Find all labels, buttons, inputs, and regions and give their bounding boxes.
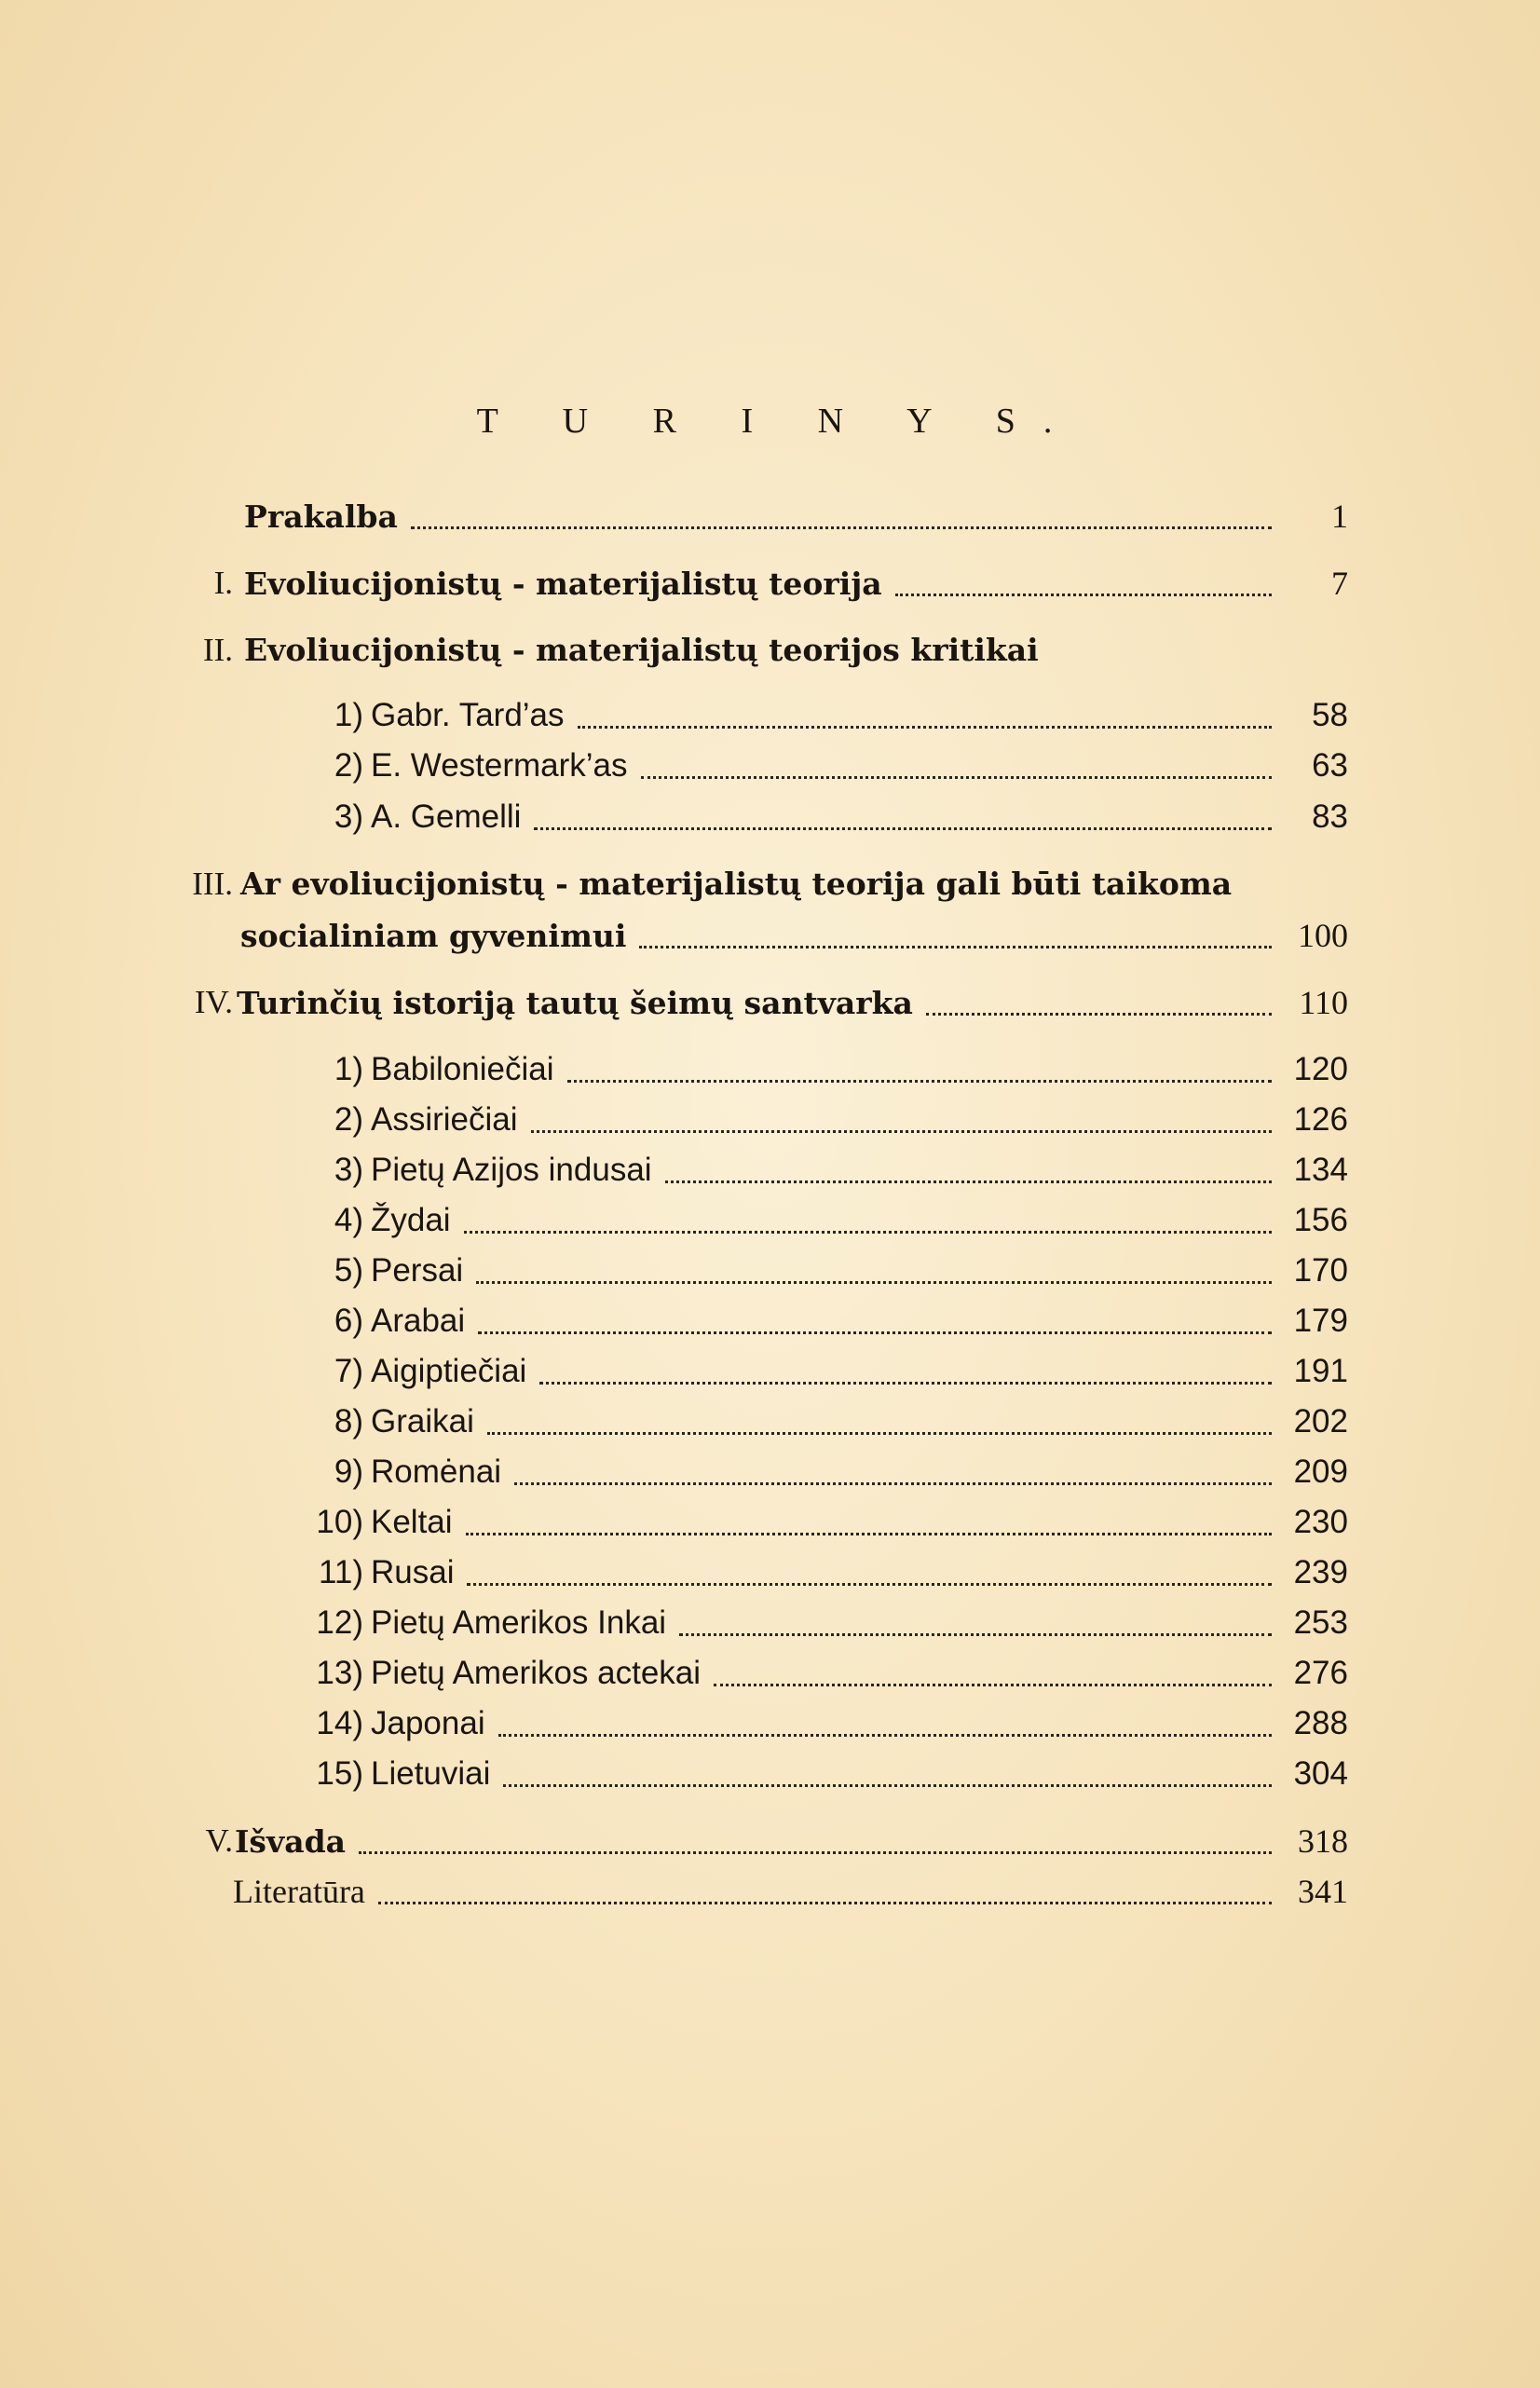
toc-entry-label: Ar evoliucijonistų - materijalistų teorija gali būti taikoma — [240, 866, 1233, 902]
toc-entry-label: Pietų Azijos indusai — [371, 1152, 652, 1188]
leader-dots — [503, 1784, 1272, 1787]
toc-entry-label: Lietuviai — [371, 1755, 491, 1792]
toc-entry-page: 126 — [1293, 1101, 1348, 1138]
toc-entry-number: II. — [202, 632, 233, 668]
toc-entry-label: Literatūra — [233, 1873, 365, 1910]
toc-entry — [371, 1603, 1348, 1644]
toc-entry-page: 202 — [1293, 1403, 1348, 1440]
leader-dots — [714, 1684, 1272, 1686]
toc-entry — [233, 1871, 1348, 1912]
toc-entry-page: 318 — [1298, 1822, 1348, 1860]
toc-entry-label: Turinčių istoriją tautų šeimų santvarka — [237, 985, 913, 1021]
leader-dots — [514, 1482, 1272, 1485]
toc-entry-label: Evoliucijonistų - materijalistų teorija — [244, 566, 882, 602]
toc-entry — [371, 1049, 1348, 1090]
toc-entry-page: 288 — [1293, 1705, 1348, 1741]
toc-entry-number: 5) — [334, 1252, 363, 1289]
toc-entry-page: 179 — [1293, 1303, 1348, 1339]
toc-entry-label: Pietų Amerikos actekai — [371, 1655, 702, 1691]
toc-entry-number: 9) — [334, 1453, 363, 1490]
toc-entry — [371, 1301, 1348, 1342]
toc-entry-label: Žydai — [371, 1202, 451, 1238]
leader-dots — [531, 1130, 1272, 1133]
leader-dots — [359, 1851, 1272, 1854]
toc-entry-number: 1) — [334, 1051, 363, 1087]
toc-entry-label: Gabr. Tard’as — [371, 697, 565, 733]
leader-dots — [639, 946, 1272, 948]
leader-dots — [578, 726, 1272, 729]
toc-entry-number: 6) — [334, 1303, 363, 1339]
toc-entry-page: 304 — [1293, 1755, 1348, 1792]
toc-entry-page: 239 — [1293, 1554, 1348, 1590]
toc-entry — [371, 1552, 1348, 1593]
toc-entry-label: A. Gemelli — [371, 798, 522, 835]
toc-entry-number: 15) — [316, 1755, 363, 1792]
toc-entry — [371, 1502, 1348, 1543]
toc-entry — [240, 864, 1348, 905]
toc-entry — [240, 915, 1348, 957]
toc-entry-page: 134 — [1293, 1152, 1348, 1188]
toc-entry-page: 230 — [1293, 1504, 1348, 1540]
toc-entry-number: 3) — [334, 1152, 363, 1188]
toc-entry-label: Rusai — [371, 1554, 455, 1590]
toc-entry — [371, 745, 1348, 786]
toc-entry-page: 1 — [1331, 498, 1348, 535]
leader-dots — [498, 1734, 1272, 1737]
leader-dots — [466, 1533, 1272, 1535]
toc-entry-label: Arabai — [371, 1303, 466, 1339]
toc-entry — [371, 797, 1348, 838]
toc-entry-page: 276 — [1293, 1655, 1348, 1691]
toc-entry-label: Assiriečiai — [371, 1101, 518, 1138]
leader-dots — [679, 1633, 1272, 1636]
toc-entry-number: 1) — [334, 697, 363, 733]
toc-entry-number: 11) — [319, 1554, 363, 1590]
leader-dots — [378, 1902, 1272, 1904]
toc-entry — [244, 496, 1348, 538]
toc-entry-number: 3) — [334, 798, 363, 835]
toc-entry — [237, 982, 1348, 1024]
toc-entry-label: Romėnai — [371, 1453, 502, 1490]
toc-entry-page: 110 — [1299, 984, 1348, 1021]
toc-entry — [244, 630, 1348, 671]
toc-entry-label: Išvada — [235, 1823, 347, 1860]
toc-entry-number: V. — [205, 1822, 233, 1859]
toc-entry-page: 7 — [1331, 565, 1348, 602]
toc-entry — [371, 1150, 1348, 1191]
leader-dots — [467, 1583, 1272, 1586]
toc-entry-page: 120 — [1293, 1051, 1348, 1087]
leader-dots — [464, 1231, 1272, 1234]
toc-entry-label: socialiniam gyvenimui — [240, 918, 627, 954]
toc-entry — [371, 1753, 1348, 1794]
toc-entry — [371, 1351, 1348, 1392]
toc-entry — [371, 1703, 1348, 1744]
toc-entry-label: Evoliucijonistų - materijalistų teorijos kritikai — [244, 632, 1039, 668]
toc-entry-label: Japonai — [371, 1705, 485, 1741]
toc-entry-number: 7) — [334, 1353, 363, 1389]
toc-entry-label: Graikai — [371, 1403, 474, 1440]
leader-dots — [539, 1382, 1272, 1385]
toc-entry-page: 156 — [1293, 1202, 1348, 1238]
toc-entry — [371, 1200, 1348, 1241]
toc-entry-page: 209 — [1293, 1453, 1348, 1490]
leader-dots — [895, 594, 1272, 596]
leader-dots — [567, 1080, 1272, 1083]
toc-entry-page: 341 — [1298, 1873, 1348, 1910]
toc-entry-page: 170 — [1293, 1252, 1348, 1289]
leader-dots — [487, 1432, 1272, 1435]
leader-dots — [476, 1281, 1272, 1284]
toc-entry-number: 2) — [334, 1101, 363, 1138]
toc-entry-number: 10) — [316, 1504, 363, 1540]
toc-entry-number: 14) — [316, 1705, 363, 1741]
toc-entry-number: IV. — [194, 984, 233, 1020]
toc-entry-page: 191 — [1293, 1353, 1348, 1389]
toc-entry-number: 13) — [316, 1655, 363, 1691]
toc-entry-label: Prakalba — [244, 498, 398, 535]
toc-entry — [244, 563, 1348, 605]
toc-entry-label: Pietų Amerikos Inkai — [371, 1604, 667, 1641]
toc-entry — [235, 1821, 1348, 1863]
leader-dots — [641, 776, 1272, 779]
leader-dots — [665, 1180, 1272, 1183]
toc-entry-label: Babiloniečiai — [371, 1051, 554, 1087]
toc-entry-number: 12) — [316, 1604, 363, 1641]
leader-dots — [926, 1013, 1272, 1016]
leader-dots — [534, 827, 1272, 830]
toc-entry-page: 100 — [1298, 917, 1348, 954]
leader-dots — [478, 1331, 1272, 1334]
toc-entry — [371, 1653, 1348, 1694]
toc-entry-number: 8) — [334, 1403, 363, 1440]
toc-entry-label: Aigiptiečiai — [371, 1353, 527, 1389]
toc-entry-label: Keltai — [371, 1504, 453, 1540]
leader-dots — [411, 526, 1272, 529]
toc-entry-label: E. Westermark’as — [371, 747, 628, 784]
toc-entry-number: 4) — [334, 1202, 363, 1238]
toc-entry — [371, 1401, 1348, 1442]
toc-entry-number: 2) — [334, 747, 363, 784]
toc-entry — [371, 1452, 1348, 1493]
toc-entry-number: I. — [213, 565, 233, 601]
toc-entry-page: 83 — [1312, 798, 1348, 835]
toc-entry — [371, 1250, 1348, 1291]
toc-entry — [371, 1099, 1348, 1140]
toc-entry-page: 63 — [1312, 747, 1348, 784]
toc-entry-page: 58 — [1312, 697, 1348, 733]
toc-entry — [371, 695, 1348, 736]
toc-entry-label: Persai — [371, 1252, 464, 1289]
page-title: T U R I N Y S. — [476, 402, 1081, 441]
toc-entry-number: III. — [192, 866, 233, 902]
toc-entry-page: 253 — [1293, 1604, 1348, 1641]
